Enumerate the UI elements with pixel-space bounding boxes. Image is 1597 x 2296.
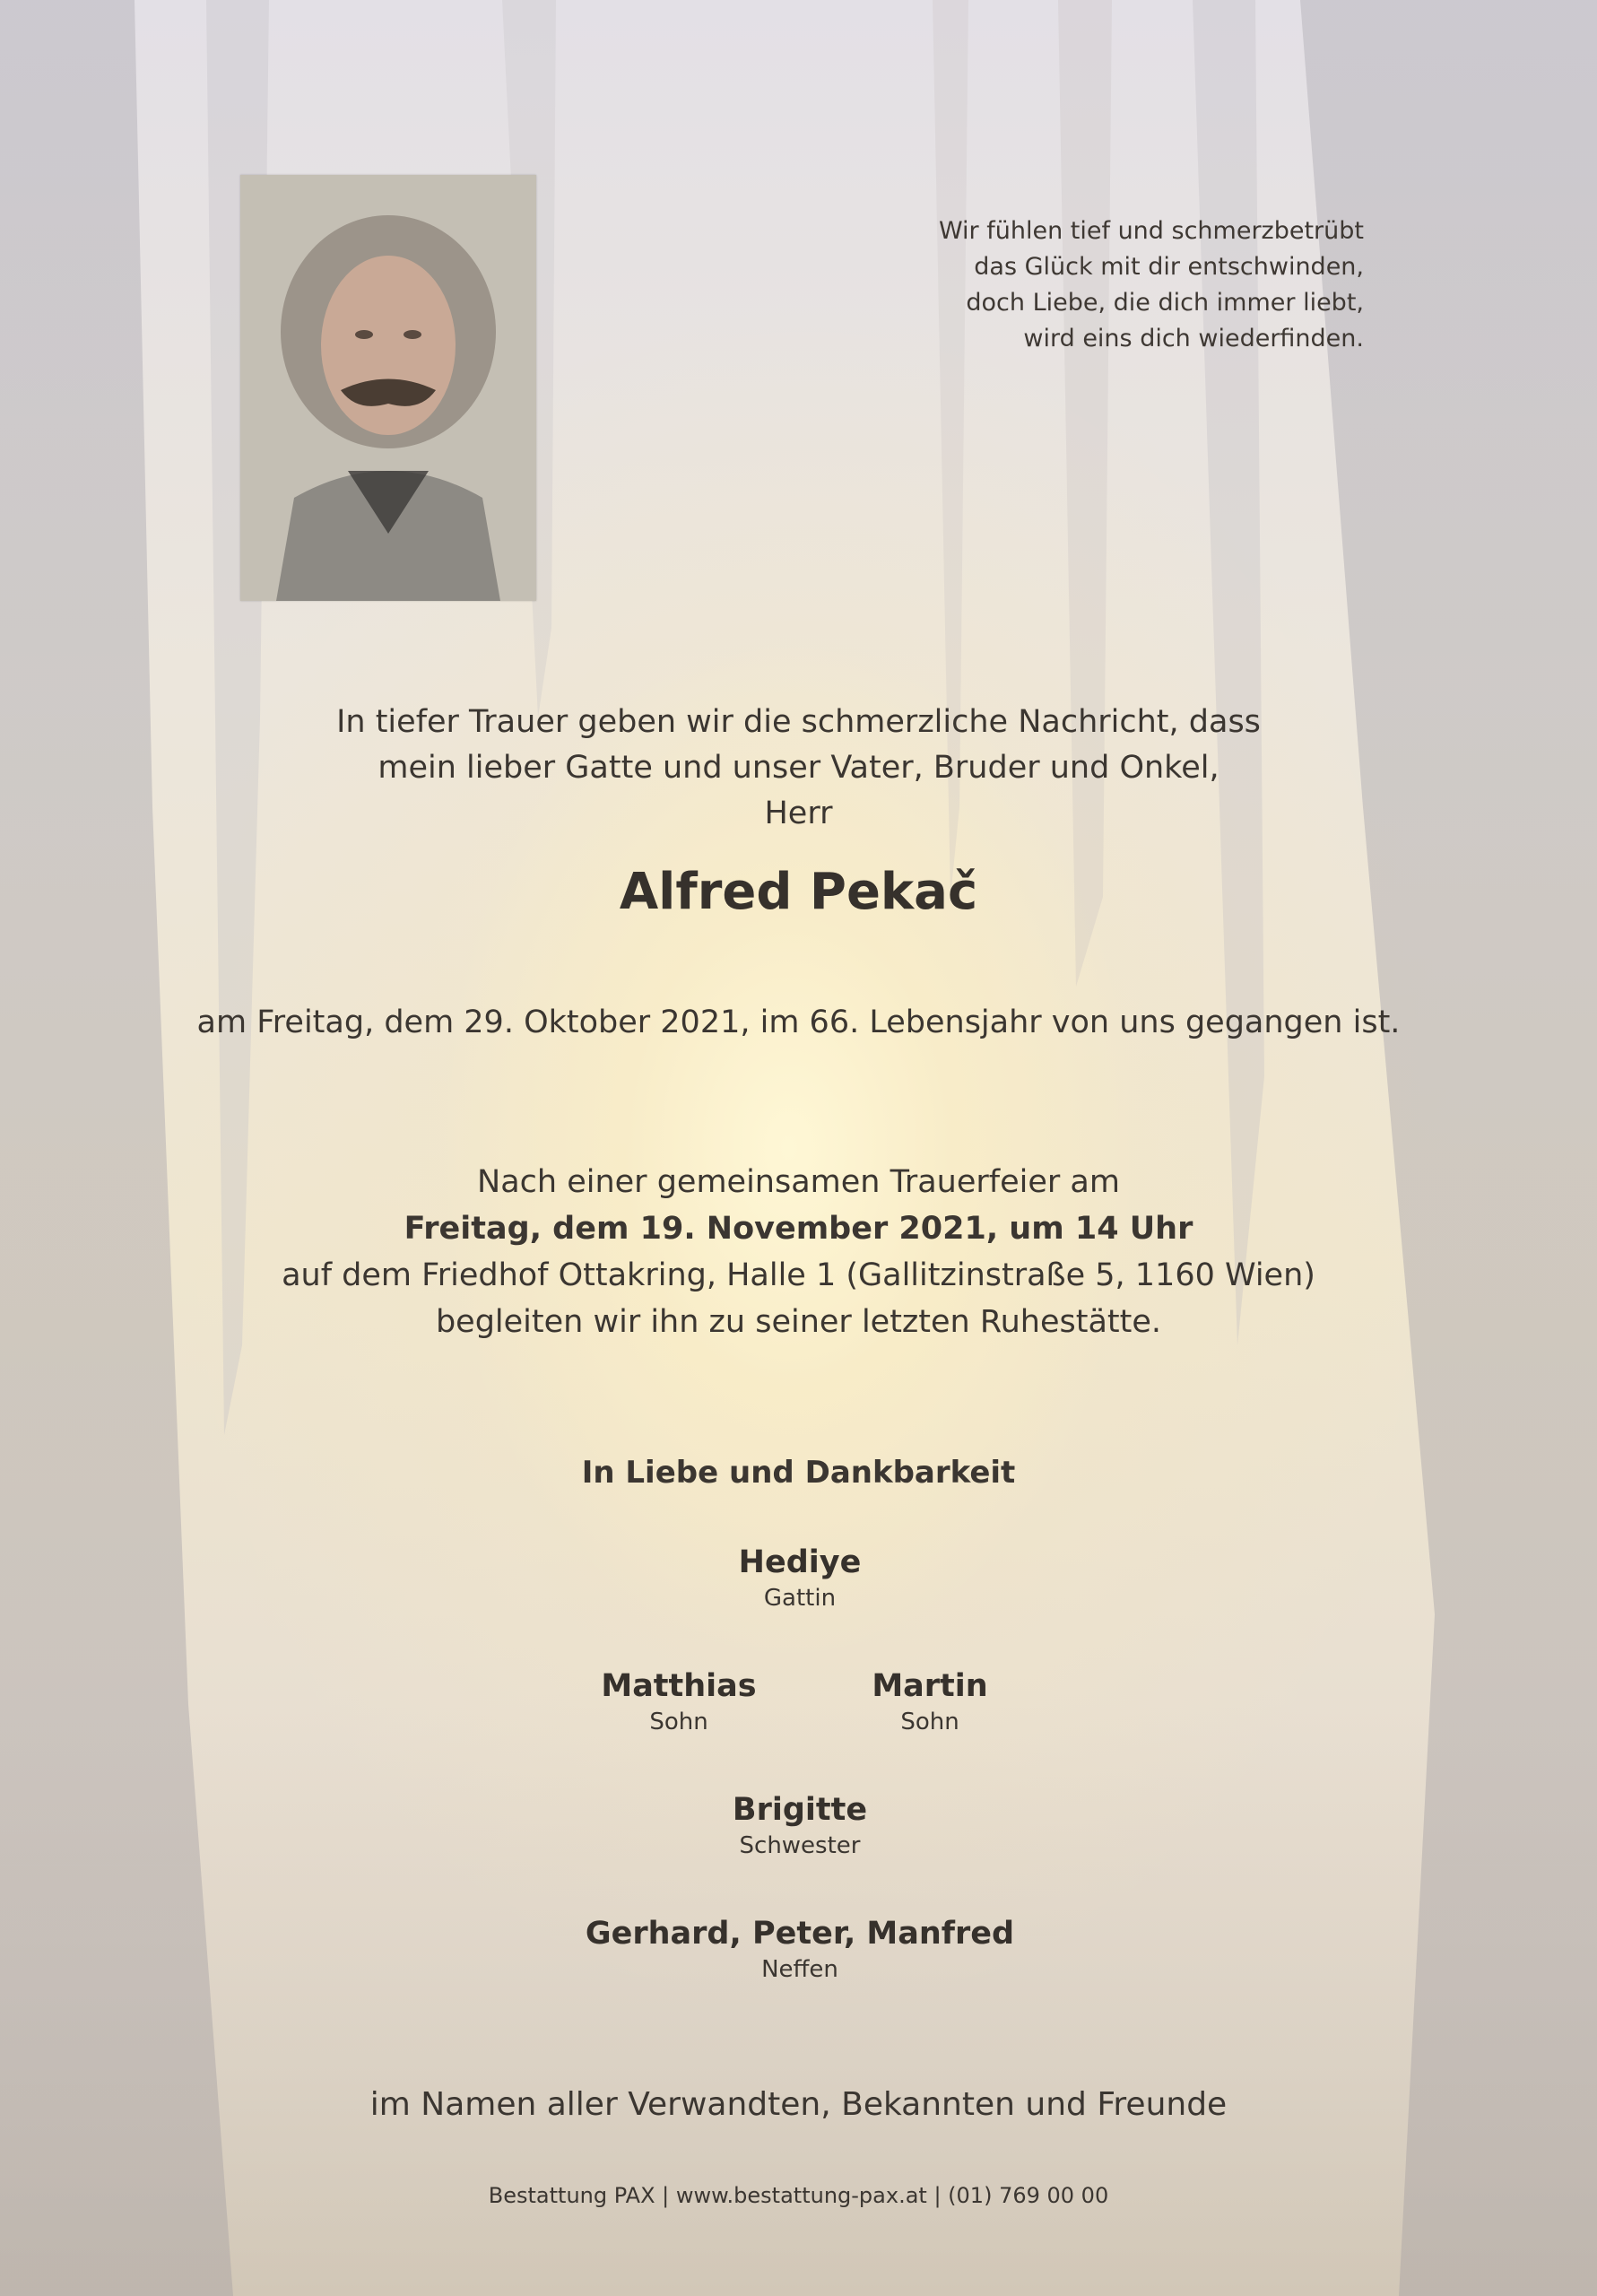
portrait-image	[240, 175, 536, 601]
portrait-photo	[240, 175, 536, 601]
funeral-home-footer: Bestattung PAX | www.bestattung-pax.at | (01) 769 00 00	[488, 2183, 1109, 2208]
mourner-name: Brigitte	[732, 1792, 868, 1828]
poem-line: Wir fühlen tief und schmerzbetrübt	[938, 217, 1364, 245]
mourner-son-2	[661, 1666, 1199, 1738]
closing-line: im Namen aller Verwandten, Bekannten und Freunde	[369, 2086, 1228, 2123]
poem-line: das Glück mit dir entschwinden,	[974, 253, 1364, 281]
announcement-line: In tiefer Trauer geben wir die schmerzliche Nachricht, dass	[336, 704, 1261, 740]
memorial-poem	[790, 213, 1364, 357]
death-date-line: am Freitag, dem 29. Oktober 2021, im 66. Lebensjahr von uns gegangen ist.	[196, 1004, 1401, 1040]
mourner-name: Martin	[872, 1668, 988, 1704]
ceremony-details	[0, 1159, 1597, 1345]
ceremony-date: Freitag, dem 19. November 2021, um 14 Uhr	[404, 1211, 1193, 1247]
mourner-role: Sohn	[900, 1709, 959, 1735]
mourner-name: Matthias	[601, 1668, 757, 1704]
mourner-wife	[531, 1543, 1069, 1614]
poem-line: wird eins dich wiederfinden.	[1023, 325, 1364, 352]
mourners-heading: In Liebe und Dankbarkeit	[581, 1455, 1016, 1491]
mourner-role: Schwester	[739, 1832, 861, 1859]
mourner-role: Sohn	[649, 1709, 708, 1735]
ceremony-line: Nach einer gemeinsamen Trauerfeier am	[477, 1164, 1120, 1200]
poem-line: doch Liebe, die dich immer liebt,	[966, 289, 1364, 317]
announcement-line: Herr	[764, 796, 833, 831]
mourner-sister	[531, 1790, 1069, 1862]
mourner-name: Gerhard, Peter, Manfred	[585, 1916, 1015, 1952]
deceased-name: Alfred Pekač	[619, 863, 978, 921]
mourner-role: Gattin	[763, 1585, 837, 1612]
announcement-line: mein lieber Gatte und unser Vater, Bruder und Onkel,	[378, 750, 1219, 786]
mourner-nephews	[531, 1914, 1069, 1986]
ceremony-line: begleiten wir ihn zu seiner letzten Ruhestätte.	[435, 1304, 1162, 1340]
mourner-role: Neffen	[761, 1956, 838, 1983]
mourner-name: Hediye	[738, 1544, 862, 1580]
announcement-text	[0, 700, 1597, 837]
ceremony-location: auf dem Friedhof Ottakring, Halle 1 (Gallitzinstraße 5, 1160 Wien)	[282, 1257, 1315, 1293]
